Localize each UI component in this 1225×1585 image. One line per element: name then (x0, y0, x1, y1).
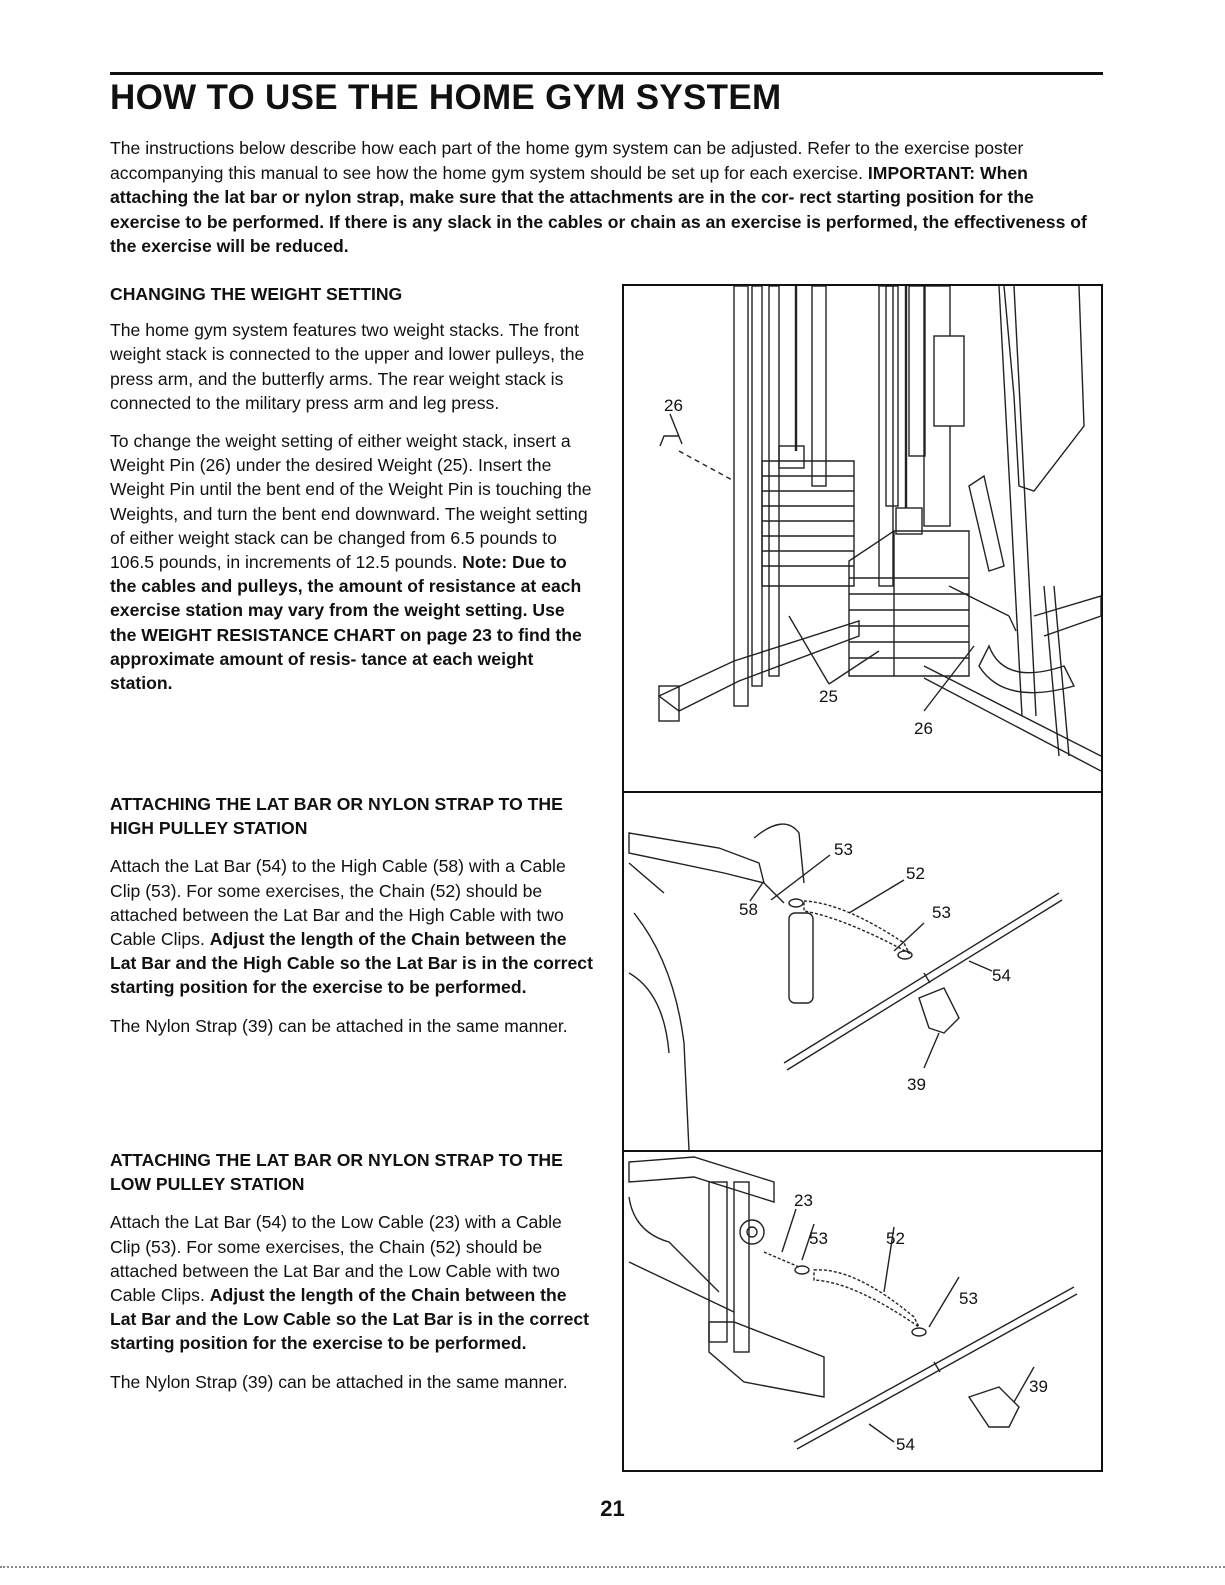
callout-39-strap: 39 (1029, 1377, 1048, 1396)
callout-58-cable: 58 (739, 900, 758, 919)
callout-52-chain: 52 (886, 1229, 905, 1248)
intro-paragraph (110, 136, 1100, 259)
weight-stack-illustration (624, 286, 1101, 791)
important-note: IMPORTANT: When attaching the lat bar or nylon strap, make sure that the attachments are in the cor- rect starting position for the exercise to be performed. If there is any slack in the cables or chain as an exercise is performed, the effectiveness of the exercise will be reduced. (110, 162, 1087, 256)
section-high-pulley (110, 792, 595, 1038)
high-paragraph-1-text: Attach the Lat Bar (54) to the High Cable (58) with a Cable Clip (53). For some exercises, the Chain (52) should be attached between the Lat Bar and the High Cable with two Cable Clips. (110, 856, 566, 950)
callout-39-strap: 39 (907, 1075, 926, 1094)
low-paragraph-1 (110, 1210, 595, 1355)
low-pulley-illustration (624, 1152, 1101, 1470)
callout-26-pin-front: 26 (914, 719, 933, 738)
high-pulley-illustration (624, 793, 1101, 1150)
weight-note: Note: Due to the cables and pulleys, the amount of resistance at each exercise station may vary from the weight setting. Use the WEIGHT RESISTANCE CHART on page 23 to find the approximate amount of resis- tance at each weight station. (110, 552, 582, 694)
high-adjust-note: Adjust the length of the Chain between the Lat Bar and the High Cable so the Lat Bar is in the correct starting position for the exercise to be performed. (110, 929, 593, 998)
section-heading-weight: CHANGING THE WEIGHT SETTING (110, 284, 403, 304)
callout-53-clip-2: 53 (959, 1289, 978, 1308)
section-heading-high-pulley: ATTACHING THE LAT BAR OR NYLON STRAP TO THE HIGH PULLEY STATION (110, 794, 563, 839)
callout-54-lat-bar: 54 (896, 1435, 915, 1454)
page-title: HOW TO USE THE HOME GYM SYSTEM (110, 78, 782, 117)
figure-weight-stacks (624, 286, 1101, 791)
figure-high-pulley (624, 793, 1101, 1150)
callout-54-lat-bar: 54 (992, 966, 1011, 985)
weight-paragraph-2-text: To change the weight setting of either weight stack, insert a Weight Pin (26) under the desired Weight (25). Insert the Weight Pin until the bent end of the Weight Pin is touching the Weights, and turn the bent end downward. The weight setting of either weight stack can be changed from 6.5 pounds to 106.5 pounds, in increments of 12.5 pounds. (110, 431, 592, 573)
top-rule (110, 72, 1103, 75)
high-paragraph-1 (110, 854, 595, 999)
section-low-pulley (110, 1148, 595, 1394)
page-edge (0, 1566, 1225, 1568)
weight-paragraph-1: The home gym system features two weight stacks. The front weight stack is connected to the upper and lower pulleys, the press arm, and the butterfly arms. The rear weight stack is connected to the military press arm and leg press. (110, 320, 585, 413)
callout-53-clip: 53 (834, 840, 853, 859)
callout-25-weight: 25 (819, 687, 838, 706)
low-adjust-note: Adjust the length of the Chain between the Lat Bar and the Low Cable so the Lat Bar is in the correct starting position for the exercise to be performed. (110, 1285, 590, 1354)
figure-panel (622, 284, 1103, 1472)
callout-53-clip: 53 (809, 1229, 828, 1248)
high-paragraph-2: The Nylon Strap (39) can be attached in the same manner. (110, 1015, 568, 1036)
callout-26-pin: 26 (664, 396, 683, 415)
section-heading-low-pulley: ATTACHING THE LAT BAR OR NYLON STRAP TO THE LOW PULLEY STATION (110, 1150, 563, 1195)
low-paragraph-2: The Nylon Strap (39) can be attached in the same manner. (110, 1371, 568, 1392)
intro-text: The instructions below describe how each part of the home gym system can be adjusted. Refer to the exercise poster accompanying this manual to see how the home gym system should be set up for each exercise. (110, 138, 1024, 183)
callout-23-cable: 23 (794, 1191, 813, 1210)
callout-52-chain: 52 (906, 864, 925, 883)
low-paragraph-1-text: Attach the Lat Bar (54) to the Low Cable (23) with a Cable Clip (53). For some exercises, the Chain (52) should be attached between the Lat Bar and the Low Cable with two Cable Clips. (110, 1212, 562, 1306)
section-weight-setting (110, 282, 595, 695)
weight-paragraph-2 (110, 429, 595, 695)
page-number: 21 (600, 1496, 625, 1521)
figure-low-pulley (624, 1152, 1101, 1470)
callout-53-clip-2: 53 (932, 903, 951, 922)
